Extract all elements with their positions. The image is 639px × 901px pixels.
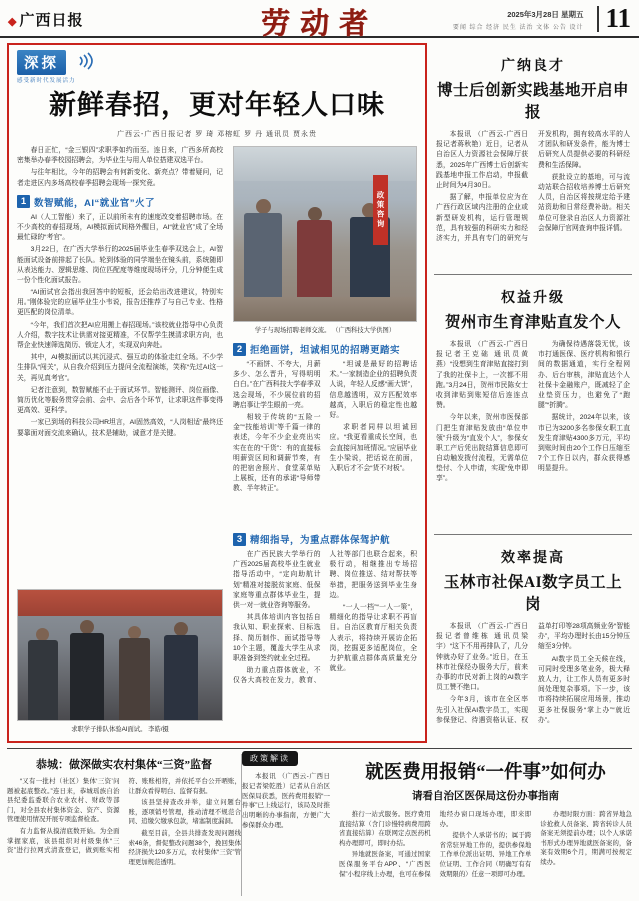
body-paragraph: 今年以来，贺州市医保部门把生育津贴发放由“单位申领”升级为“直发个人”，参保女职工产后凭出院结算信息即可自动触发拨付流程，无需单位垫付、个人申请，实现“免申即享”。 xyxy=(436,414,528,483)
body-paragraph: 本报讯 （广西云-广西日报记者曾维栋 通讯员梁宇）“这下不用再排队了，几分钟就办好了业务。”近日，在玉林市社保经办服务大厅，前来办事的市民对新上岗的AI数字员工赞不绝口。 xyxy=(436,623,528,692)
body-paragraph: 推行一站式服务。医疗费用直接结算（含门诊慢特病费用跨省直接结算）在联网定点医药机构办理即可，即时办结。 xyxy=(339,811,431,847)
bottom-left-article xyxy=(7,754,241,896)
brief1-paragraphs xyxy=(436,130,630,266)
section2-number-badge: 2 xyxy=(233,343,246,356)
brief-article-maternity xyxy=(434,277,632,532)
section1-number-badge: 1 xyxy=(17,195,30,208)
body-paragraph: 在广西民族大学举行的广西2025届高校毕业生就业指导活动中，“定向助航计划”精准对接脱贫家庭、低保家庭等重点群体毕业生，提供一对一就业咨询等服务。 xyxy=(233,551,321,609)
section3-paragraphs xyxy=(233,550,417,735)
feature-article xyxy=(7,43,427,743)
body-paragraph: 春日正忙，“金三银四”求职季如约而至。连日来，广西多所高校密集举办春季校园招聘会，为毕业生与用人单位搭建双选平台。 xyxy=(17,147,223,165)
content-area xyxy=(0,38,639,744)
feature-headline: 新鲜春招，更对年轻人口味 xyxy=(49,90,385,120)
body-paragraph: “AI面试官会指出我回答中的短板，还会给出改进建议，特别实用。”刚体验完的应届毕业生小韦说，报告还推荐了与自己专业、性格更匹配的岗位清单。 xyxy=(17,289,223,317)
feature-left-text xyxy=(17,146,223,589)
body-paragraph: 为确保待遇落袋无忧，该市打通医保、医疗机构和银行间的数据通道，实行全程网办、后台审核，津贴直达个人社保卡金融账户，既减轻了企业垫资压力，也避免了“跑腿”“折腾”。 xyxy=(538,341,630,410)
section1-paragraphs xyxy=(17,213,223,439)
job-fair-photo xyxy=(233,146,417,322)
photo2-caption: 求职学子排队体验AI面试。 李皓/摄 xyxy=(71,726,169,733)
feature-body xyxy=(17,146,417,735)
feature-badge-row xyxy=(17,50,417,82)
policy-interpretation-badge: 政策解读 xyxy=(242,751,298,766)
queue-photo xyxy=(17,589,223,721)
sound-wave-icon xyxy=(78,52,94,70)
feature-right-column xyxy=(233,146,417,735)
sidebar-divider xyxy=(434,274,632,275)
body-paragraph: 本报讯 （广西云-广西日报记者蒋秋艳）近日，记者从自治区人力资源社会保障厅获悉，2025年广西博士后创新实践基地申报工作启动，申报截止时间为4月30日。 xyxy=(436,131,528,189)
body-paragraph: “又有一批村（社区）集体‘三资’问题被起底整改。”连日来，恭城瑶族自治县纪委监委联合农业农村、财政等部门，对全县农村集体资金、资产、资源管理使用情况开展专项监督检查。 xyxy=(7,778,120,824)
body-paragraph: 截至目前，全县共排查发现问题线索46条，督促整改问题38个，挽回集体经济损失120多万元，农村集体“三资”管理更加规范透明。 xyxy=(128,830,241,866)
brief3-kicker: 效率提高 xyxy=(501,551,565,566)
body-paragraph: 今年3月，该市在全区率先引入社保AI数字员工，实现参保登记、待遇资格认证、权益单打印等28项高频业务“智能办”，平均办理时长由15分钟压缩至3分钟。 xyxy=(436,623,630,724)
section2-paragraphs xyxy=(233,360,417,526)
sidebar-divider xyxy=(434,534,632,535)
body-paragraph: 异地就医备案，可通过国家医保服务平台APP、“广西医保”小程序线上办理，也可在参保地经办窗口现场办理，即来即办。 xyxy=(339,811,532,878)
body-paragraph: 据统计，2024年以来，该市已为3200多名参保女职工直发生育津贴4300多万元，平均到账时间由20个工作日压缩至7个工作日以内，群众获得感明显提升。 xyxy=(538,414,630,473)
section-title: 劳动者 xyxy=(260,6,378,40)
body-paragraph: 记者注意到，数智赋能不止于面试环节。智能测评、岗位画像、简历优化等服务贯穿会前、会中、会后各个环节，让求职这件事变得更高效、更科学。 xyxy=(17,386,223,415)
body-paragraph: 助力重点群体就业，不仅各大高校在发力，教育、人社等部门也联合起来，积极行动，相继推出专场招聘、岗位推送、结对帮扶等举措，把服务送到毕业生身边。 xyxy=(233,551,417,685)
brief3-paragraphs xyxy=(436,622,630,756)
body-paragraph: 本报讯 （广西云-广西日报记者王克础 通讯员黄燕）“没想到生育津贴直接打到了我的社保卡上，一次都不用跑。”3月24日，贺州市民陈女士收到津贴到账短信后连连点赞。 xyxy=(436,341,528,410)
policy-consult-banner: 政策咨询 xyxy=(373,175,388,245)
section2-title: 拒绝画饼，坦诚相见的招聘更踏实 xyxy=(250,345,401,356)
body-paragraph: 据了解，申报单位应为在广西行政区域内注册的企业或新型研发机构，运行管理规范，具有较强的科研实力和经济实力，并具有专门的研究与开发机构，拥有较高水平的人才团队和研发条件，能为博士后研究人员提供必要的科研经费和生活保障。 xyxy=(436,131,630,242)
body-paragraph: “坦诚是最好的招聘话术。”一家制造企业的招聘负责人说，年轻人反感“画大饼”，信息越透明，双方匹配效率越高，入职后的稳定性也越好。 xyxy=(329,361,417,419)
body-paragraph: 一家已到场的科技公司HR坦言，AI固然高效，“人岗相适”最终还要靠面对面交流来确认，技术是辅助，诚意才是关键。 xyxy=(17,419,223,437)
body-paragraph: 3月22日，在广西大学举行的2025届毕业生春季双选会上，AI智能面试设备前排起了长队。轮到体验的同学端坐在镜头前，系统随即从表达能力、逻辑思维、岗位匹配度等维度现场评分，几分钟便生成一份个性化面试报告。 xyxy=(17,246,223,284)
section3-number-badge: 3 xyxy=(233,533,246,546)
bottom-right-main xyxy=(339,756,632,896)
body-paragraph: 其具体培训内容包括自我认知、职业探索、目标选择、简历制作、面试指导等10个主题，覆盖大学生从求职准备到签约就业全过程。 xyxy=(233,614,321,662)
body-paragraph: 求职者同样以坦诚回应。“我更看重成长空间，也会直接问加班情况。”应届毕业生小梁说，把话说在前面，入职后才不会“货不对板”。 xyxy=(329,424,417,472)
brief2-paragraphs xyxy=(436,340,630,526)
body-paragraph: “一人一档”“一人一策”，精细化的指导让求职不再盲目。自治区教育厅相关负责人表示，将持续开展访企拓岗，挖掘更多适配岗位，全力护航重点群体高质量充分就业。 xyxy=(329,603,417,673)
section3-heading xyxy=(233,532,417,546)
brief2-kicker: 权益升级 xyxy=(501,291,565,306)
section1-heading xyxy=(17,195,223,209)
body-paragraph: 提供个人承诺书的；属于跨省常驻异地工作的，提供参保地工作单位派出证明、异地工作单位证明、工作合同（明确写有有效期限的）任意一项即可办理。 xyxy=(439,832,532,878)
body-paragraph: 办理时限方面：跨省异地急诊抢救人员备案、跨省转诊人员备案无须提前办理；以个人承诺书形式办理异地就医备案的，备案有效期6个月，期满可按规定续办。 xyxy=(540,811,632,867)
masthead xyxy=(0,0,639,38)
feature-byline: 广西云-广西日报记者 罗 琦 邓榕虹 罗 丹 通讯员 贾永贵 xyxy=(117,131,317,138)
body-paragraph: 与往年相比，今年的招聘会有何新变化、新亮点？带着疑问，记者走进区内多场高校春季招聘会现场一探究竟。 xyxy=(17,169,223,187)
body-paragraph: 其中，AI模拟面试以其沉浸式、强互动的体验走红全场。不少学生排队“闯关”，从自我介绍到压力提问全流程演练，笑称“先过AI这一关，再见真考官”。 xyxy=(17,354,223,382)
diamond-logo-icon: ◆ xyxy=(8,16,18,28)
bottom-right-paragraphs xyxy=(339,810,632,896)
brief-article-ai-staff xyxy=(434,537,632,762)
bottom-right-subtitle: 请看自治区医保局这份办事指南 xyxy=(412,791,559,802)
bottom-left-title: 恭城：做深做实农村集体“三资”监督 xyxy=(36,759,212,771)
nav-line: 要闻 综合 经济 民生 法治 文体 公告 设计 xyxy=(452,25,584,31)
bottom-right-intro: 本报讯 （广西云-广西日报记者梁乾胜）记者从自治区医保局获悉，医药费用报销“一件事”已上线运行，该局及时推出明晰的办事指南，方便广大参保群众办理。 xyxy=(242,773,330,829)
brief1-kicker: 广纳良才 xyxy=(501,59,565,74)
body-paragraph: 获批设立的基地，可与流动站联合招收培养博士后研究人员，自治区将按规定给予建站资助和日常经费补助。相关单位可登录自治区人力资源社会保障厅官网查询申报详情。 xyxy=(538,173,630,232)
badge-tagline: 感受新时代发展活力 xyxy=(17,78,76,84)
sidebar-briefs xyxy=(434,43,632,744)
photo1-caption: 学子与现场招聘老师交流。 （广西科技大学供图） xyxy=(254,327,396,334)
brief-article-postdoc xyxy=(434,45,632,272)
brief2-title: 贺州市生育津贴直发个人 xyxy=(444,314,621,331)
date-line: 2025年3月28日 星期五 xyxy=(507,10,584,19)
intro-paragraphs xyxy=(17,146,223,189)
section2-heading xyxy=(233,342,417,356)
body-paragraph: AI（人工智能）来了，正以前所未有的速度改变着招聘市场。在不少高校的春招现场，AI模拟面试间格外醒目，AI“就业官”成了全场最忙碌的“考官”。 xyxy=(17,213,223,242)
body-paragraph: 有力监督从摸清底数开始。为全面掌握家底，该县组织对村级集体“三资”进行拉网式清查登记，做到账实相符、账账相符，并依托平台公开晒账，让群众看得明白、监督有据。 xyxy=(7,778,241,855)
brief1-title: 博士后创新实践基地开启申报 xyxy=(436,82,629,121)
body-paragraph: AI数字员工全天候在线，可同时受理多笔业务，极大释放人力，让工作人员有更多时间处理复杂事项。下一步，该市将持续拓展应用场景，推动更多社保服务“掌上办”“就近办”。 xyxy=(538,655,630,724)
brief3-title: 玉林市社保AI数字员工上岗 xyxy=(443,574,623,613)
bottom-left-paragraphs xyxy=(7,777,241,893)
section1-title: 数智赋能，AI“就业官”火了 xyxy=(34,197,156,209)
feature-left-column xyxy=(17,146,223,735)
body-paragraph: “不画饼、不夸大，月薪多少、怎么晋升，写得明明白白。”在广西科技大学春季双选会现场，不少展位前的招聘启事让学生眼前一亮。 xyxy=(233,361,321,409)
section3-title: 精细指导，为重点群体保驾护航 xyxy=(250,535,391,546)
venue-banner-shape xyxy=(18,590,222,616)
page-number: 11 xyxy=(605,3,631,33)
bottom-strip xyxy=(7,748,632,896)
body-paragraph: 该县坚持查改并举，建立问题台账，逐项销号管理，推动清理不规范合同、追缴欠缴承包款，堵塞制度漏洞。 xyxy=(128,799,241,826)
newspaper-name: 广西日报 xyxy=(19,13,84,29)
shentan-column-badge: 深探 xyxy=(17,50,66,75)
bottom-right-title: 就医费用报销“一件事”如何办 xyxy=(365,763,606,783)
body-paragraph: “今年，我们首次把AI应用搬上春招现场。”该校就业指导中心负责人介绍，数字技术让供需对接更精准，不仅帮学生摸清求职方向，也帮企业快速筛选简历、锁定人才，实现双向奔赴。 xyxy=(17,321,223,349)
bottom-right-article xyxy=(242,754,632,896)
body-paragraph: 相较于传统的“五险一金”“技能培训”等千篇一律的表述，今年不少企业亮出实实在在的“干货”：有的直接标明薪资区间和调薪节奏，有的把宿舍照片、食堂菜单贴上展板，还有的承诺“导师带教、半年转正”。 xyxy=(233,413,321,493)
